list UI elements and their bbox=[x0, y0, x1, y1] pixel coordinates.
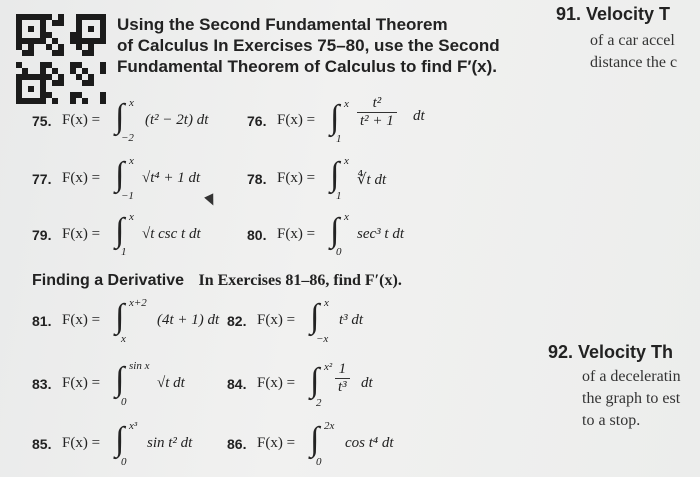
integral-sign: ∫ bbox=[115, 156, 125, 193]
exercise-lhs: F(x) = bbox=[62, 375, 101, 391]
exercise-92-line2: the graph to est bbox=[582, 390, 681, 407]
lower-limit: 0 bbox=[336, 246, 342, 258]
upper-limit: x³ bbox=[129, 420, 138, 432]
exercise-lhs: F(x) = bbox=[62, 170, 101, 186]
upper-limit: x bbox=[344, 98, 349, 110]
integrand-tail: dt bbox=[361, 375, 373, 391]
integrand: cos t⁴ dt bbox=[345, 435, 394, 451]
integral-sign: ∫ bbox=[310, 298, 320, 335]
lower-limit: 0 bbox=[121, 456, 127, 468]
integrand-tail: dt bbox=[413, 108, 425, 124]
integrand: √t csc t dt bbox=[142, 226, 201, 242]
fraction bbox=[357, 95, 397, 130]
lower-limit: 1 bbox=[121, 246, 127, 258]
upper-limit: sin x bbox=[129, 360, 150, 372]
exercise-92-title: 92. Velocity Th bbox=[548, 342, 674, 362]
lower-limit: −1 bbox=[121, 190, 134, 202]
integrand: (4t + 1) dt bbox=[157, 312, 220, 328]
exercise-91-title: 91. Velocity T bbox=[556, 4, 671, 24]
integral-sign: ∫ bbox=[330, 156, 340, 193]
lower-limit: 0 bbox=[121, 396, 127, 408]
section-heading-line1: Using the Second Fundamental Theorem bbox=[117, 15, 448, 34]
exercise-91-line2: distance the c bbox=[590, 54, 678, 71]
lower-limit: 2 bbox=[316, 397, 322, 409]
integrand: sin t² dt bbox=[147, 435, 193, 451]
integral-sign: ∫ bbox=[310, 362, 320, 399]
exercise-number: 77. bbox=[32, 171, 52, 187]
integral-sign: ∫ bbox=[310, 421, 320, 458]
upper-limit: x bbox=[344, 211, 349, 223]
integral-sign: ∫ bbox=[115, 98, 125, 135]
exercise-lhs: F(x) = bbox=[62, 112, 101, 128]
section-heading-line2: of Calculus In Exercises 75–80, use the Second bbox=[117, 36, 500, 55]
integral-sign: ∫ bbox=[330, 99, 340, 136]
integrand: t³ dt bbox=[339, 312, 364, 328]
upper-limit: x bbox=[129, 97, 134, 109]
exercise-number: 75. bbox=[32, 113, 52, 129]
qr-code-icon bbox=[16, 14, 106, 104]
section-instructions: In Exercises 81–86, find F′(x). bbox=[198, 272, 402, 289]
upper-limit: x bbox=[129, 211, 134, 223]
integrand: sec³ t dt bbox=[357, 226, 404, 242]
upper-limit: x bbox=[344, 155, 349, 167]
lower-limit: 1 bbox=[336, 190, 342, 202]
exercise-number: 80. bbox=[247, 227, 267, 243]
integrand: √t⁴ + 1 dt bbox=[142, 170, 201, 186]
upper-limit: 2x bbox=[324, 420, 335, 432]
section-title: Finding a Derivative bbox=[32, 272, 185, 289]
fraction-denominator: t³ bbox=[338, 379, 347, 395]
exercise-lhs: F(x) = bbox=[277, 226, 316, 242]
integral-sign: ∫ bbox=[115, 421, 125, 458]
section-heading-line3: Fundamental Theorem of Calculus to find F′(x). bbox=[117, 57, 497, 76]
exercise-number: 81. bbox=[32, 313, 52, 329]
exercise-number: 82. bbox=[227, 313, 247, 329]
exercise-91-line1: of a car accel bbox=[590, 32, 675, 49]
integral-sign: ∫ bbox=[115, 212, 125, 249]
exercise-lhs: F(x) = bbox=[257, 375, 296, 391]
upper-limit: x bbox=[324, 297, 329, 309]
lower-limit: −x bbox=[316, 333, 329, 345]
exercise-number: 78. bbox=[247, 171, 267, 187]
upper-limit: x² bbox=[324, 361, 333, 373]
fraction-denominator: t² + 1 bbox=[360, 113, 394, 129]
mouse-cursor-icon bbox=[204, 193, 218, 207]
exercise-number: 84. bbox=[227, 376, 247, 392]
fraction-numerator: 1 bbox=[335, 361, 350, 379]
lower-limit: 0 bbox=[316, 456, 322, 468]
lower-limit: 1 bbox=[336, 133, 342, 145]
lower-limit: x bbox=[121, 333, 126, 345]
exercise-lhs: F(x) = bbox=[277, 170, 316, 186]
integral-sign: ∫ bbox=[115, 361, 125, 398]
exercise-number: 86. bbox=[227, 436, 247, 452]
fraction-numerator: t² bbox=[357, 95, 397, 113]
exercise-lhs: F(x) = bbox=[62, 312, 101, 328]
exercise-lhs: F(x) = bbox=[257, 312, 296, 328]
exercise-number: 85. bbox=[32, 436, 52, 452]
exercise-lhs: F(x) = bbox=[62, 226, 101, 242]
fraction bbox=[335, 361, 350, 396]
upper-limit: x+2 bbox=[129, 297, 147, 309]
integral-sign: ∫ bbox=[330, 212, 340, 249]
section-heading-derivative bbox=[32, 272, 402, 290]
integrand: √t dt bbox=[157, 375, 185, 391]
exercise-number: 83. bbox=[32, 376, 52, 392]
exercise-92-line1: of a deceleratin bbox=[582, 368, 681, 385]
exercise-number: 79. bbox=[32, 227, 52, 243]
integrand: (t² − 2t) dt bbox=[145, 112, 209, 128]
exercise-lhs: F(x) = bbox=[62, 435, 101, 451]
integrand: ∜t dt bbox=[357, 172, 387, 188]
exercise-92-line3: to a stop. bbox=[582, 412, 641, 429]
exercise-lhs: F(x) = bbox=[277, 112, 316, 128]
exercise-lhs: F(x) = bbox=[257, 435, 296, 451]
upper-limit: x bbox=[129, 155, 134, 167]
lower-limit: −2 bbox=[121, 132, 134, 144]
integral-sign: ∫ bbox=[115, 298, 125, 335]
exercise-number: 76. bbox=[247, 113, 267, 129]
